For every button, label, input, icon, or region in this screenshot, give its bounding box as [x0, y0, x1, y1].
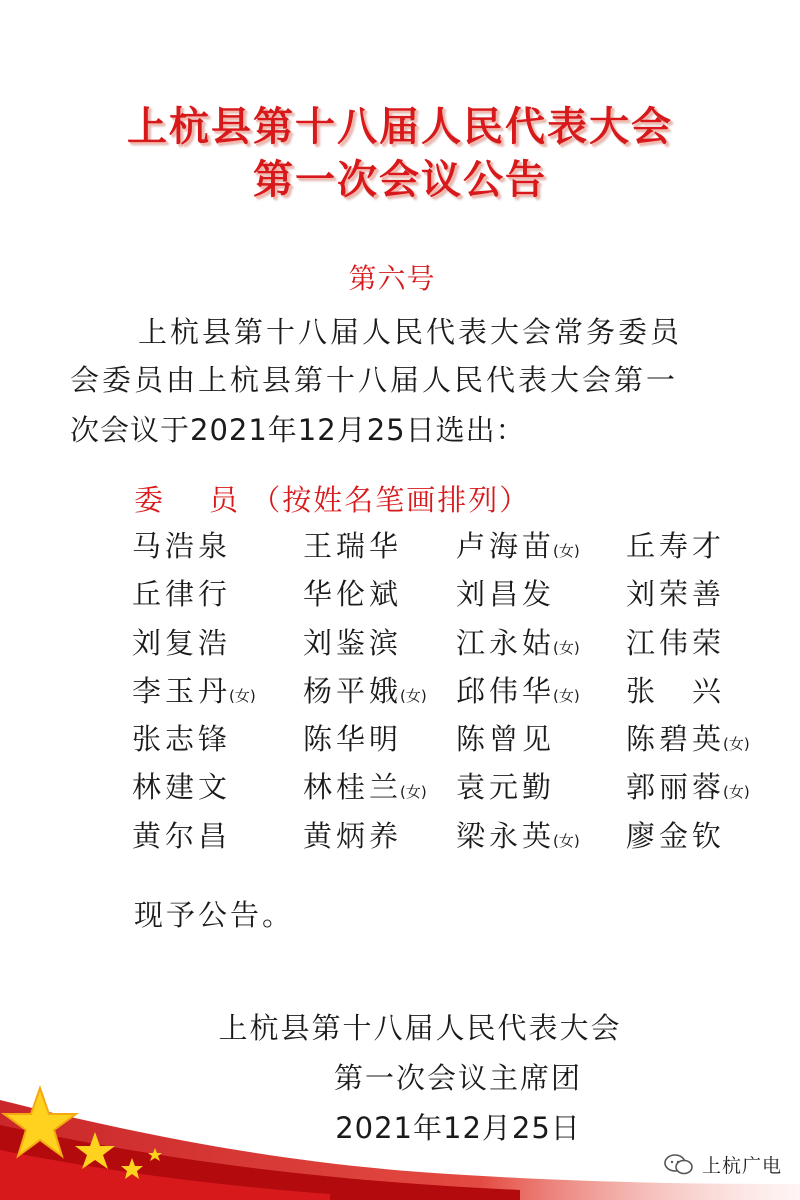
member-name-text: 陈华明 [303, 722, 403, 757]
members-order-note: （按姓名笔画排列） [251, 483, 531, 517]
announcement-number: 第六号 [348, 262, 436, 295]
title-line-2: 第一次会议公告 [253, 157, 547, 203]
signature-line-1: 上杭县第十八届人民代表大会 [218, 1011, 622, 1045]
member-name [456, 770, 556, 805]
member-name-text: 陈碧英 [626, 722, 726, 757]
member-name-text: 刘复浩 [132, 625, 232, 660]
signature-date: 2021年12月25日 [335, 1111, 581, 1145]
watermark [664, 1151, 782, 1178]
member-name [132, 673, 256, 708]
member-name [132, 818, 232, 853]
watermark-text: 上杭广电 [701, 1155, 782, 1177]
member-name [456, 673, 580, 708]
paragraph-line-1: 上杭县第十八届人民代表大会常务委员 [138, 315, 683, 349]
member-name-text: 丘律行 [132, 577, 232, 612]
member-name [456, 722, 556, 757]
member-name [626, 818, 726, 853]
member-name-text: 袁元勤 [456, 770, 556, 805]
female-mark: (女) [723, 783, 750, 802]
members-heading [134, 478, 530, 519]
member-name [456, 625, 580, 660]
female-mark: (女) [400, 686, 427, 705]
member-name-text: 刘荣善 [626, 577, 726, 612]
member-name [132, 770, 232, 805]
paragraph-line-2: 会委员由上杭县第十八届人民代表大会第一 [70, 363, 679, 397]
female-mark: (女) [229, 686, 256, 705]
member-name-text: 马浩泉 [132, 529, 232, 563]
member-name [456, 577, 556, 612]
member-name [303, 673, 427, 708]
member-name [456, 818, 580, 853]
member-name [626, 770, 750, 805]
member-name [626, 673, 726, 708]
member-name [626, 722, 750, 757]
member-name [303, 770, 427, 805]
signature-line-2: 第一次会议主席团 [333, 1061, 582, 1095]
member-name-text: 张志锋 [132, 722, 232, 757]
female-mark: (女) [553, 542, 580, 560]
member-name-text: 林建文 [132, 770, 232, 805]
member-name [303, 818, 403, 853]
member-name [626, 529, 726, 563]
ribbon-and-stars-decoration [0, 1080, 800, 1200]
female-mark: (女) [553, 831, 580, 850]
member-name-text: 郭丽蓉 [626, 770, 726, 805]
member-name-text: 李玉丹 [132, 673, 232, 708]
female-mark: (女) [723, 735, 750, 754]
member-name-text: 王瑞华 [303, 529, 403, 563]
member-name [626, 625, 726, 660]
paragraph-line-3: 次会议于2021年12月25日选出： [70, 413, 526, 447]
member-name-text: 黄炳养 [303, 818, 403, 853]
member-name-text: 刘昌发 [456, 577, 556, 612]
member-name-text: 华伦斌 [303, 577, 403, 612]
wechat-icon [664, 1154, 694, 1176]
member-name-text: 张 兴 [626, 673, 726, 708]
member-name [626, 577, 726, 612]
member-name-text: 丘寿才 [626, 529, 726, 563]
member-name-text: 林桂兰 [303, 770, 403, 805]
member-name [132, 529, 232, 563]
member-name [303, 722, 403, 757]
members-role-2: 员 [209, 483, 241, 517]
member-name-text: 梁永英 [456, 818, 556, 853]
member-name-text: 卢海苗 [456, 529, 556, 563]
member-name-text: 江永姑 [456, 625, 556, 660]
member-name-text: 杨平娥 [303, 673, 403, 708]
member-name [132, 722, 232, 757]
member-name-text: 陈曾见 [456, 722, 556, 757]
member-name [132, 577, 232, 612]
member-name-text: 廖金钦 [626, 818, 726, 853]
member-name [303, 529, 403, 563]
member-name [303, 577, 403, 612]
title-line-1: 上杭县第十八届人民代表大会 [127, 104, 673, 150]
member-name-text: 黄尔昌 [132, 818, 232, 853]
member-name [456, 529, 580, 563]
members-role: 委 [134, 483, 166, 517]
member-name-text: 邱伟华 [456, 673, 556, 708]
female-mark: (女) [553, 638, 580, 657]
member-name [132, 625, 232, 660]
member-name [303, 625, 403, 660]
member-name-text: 刘鉴滨 [303, 625, 403, 660]
closing-text: 现予公告。 [134, 898, 295, 932]
female-mark: (女) [553, 686, 580, 705]
member-name-text: 江伟荣 [626, 625, 726, 660]
female-mark: (女) [400, 783, 427, 802]
